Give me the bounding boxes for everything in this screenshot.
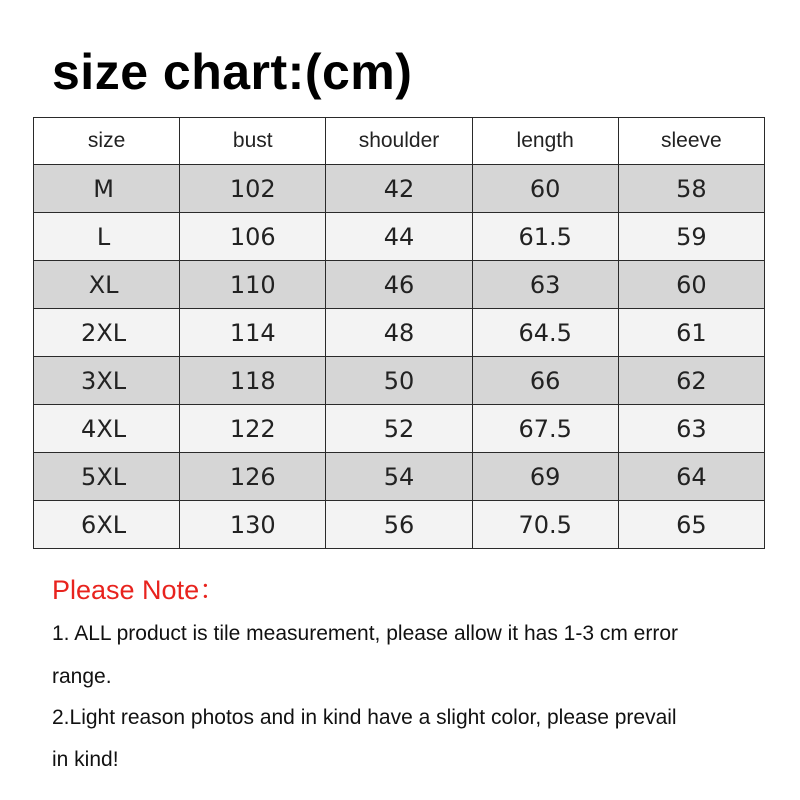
shoulder-cell: 42 (326, 165, 472, 213)
size-cell: 2XL (34, 309, 180, 357)
header-shoulder: shoulder (326, 118, 472, 165)
shoulder-cell: 50 (326, 357, 472, 405)
bust-cell: 126 (180, 453, 326, 501)
page-title: size chart:(cm) (52, 44, 413, 100)
table-row (34, 405, 765, 453)
length-cell: 67.5 (472, 405, 618, 453)
header-length: length (472, 118, 618, 165)
size-chart-table-container (33, 117, 765, 549)
header-sleeve: sleeve (618, 118, 764, 165)
shoulder-cell: 48 (326, 309, 472, 357)
note-heading: Please Note： (52, 575, 227, 605)
note-line-3: 2.Light reason photos and in kind have a slight color, please prevail (52, 706, 677, 729)
shoulder-cell: 54 (326, 453, 472, 501)
bust-cell: 118 (180, 357, 326, 405)
sleeve-cell: 62 (618, 357, 764, 405)
length-cell: 61.5 (472, 213, 618, 261)
size-cell: 6XL (34, 501, 180, 549)
sleeve-cell: 63 (618, 405, 764, 453)
size-cell: 3XL (34, 357, 180, 405)
table-row (34, 453, 765, 501)
sleeve-cell: 59 (618, 213, 764, 261)
table-row (34, 213, 765, 261)
length-cell: 66 (472, 357, 618, 405)
sleeve-cell: 64 (618, 453, 764, 501)
size-cell: 4XL (34, 405, 180, 453)
bust-cell: 130 (180, 501, 326, 549)
table-row (34, 501, 765, 549)
table-header-row (34, 118, 765, 165)
table-row (34, 261, 765, 309)
shoulder-cell: 52 (326, 405, 472, 453)
size-cell: M (34, 165, 180, 213)
length-cell: 64.5 (472, 309, 618, 357)
shoulder-cell: 44 (326, 213, 472, 261)
sleeve-cell: 65 (618, 501, 764, 549)
shoulder-cell: 46 (326, 261, 472, 309)
table-row (34, 165, 765, 213)
size-chart-table (33, 117, 765, 549)
size-cell: 5XL (34, 453, 180, 501)
length-cell: 63 (472, 261, 618, 309)
length-cell: 60 (472, 165, 618, 213)
bust-cell: 106 (180, 213, 326, 261)
length-cell: 70.5 (472, 501, 618, 549)
sleeve-cell: 61 (618, 309, 764, 357)
note-line-4: in kind! (52, 748, 119, 771)
note-line-1: 1. ALL product is tile measurement, please allow it has 1-3 cm error (52, 622, 679, 645)
header-size: size (34, 118, 180, 165)
bust-cell: 114 (180, 309, 326, 357)
sleeve-cell: 58 (618, 165, 764, 213)
table-row (34, 309, 765, 357)
length-cell: 69 (472, 453, 618, 501)
bust-cell: 122 (180, 405, 326, 453)
note-line-2: range. (52, 665, 112, 688)
table-row (34, 357, 765, 405)
size-cell: L (34, 213, 180, 261)
size-cell: XL (34, 261, 180, 309)
sleeve-cell: 60 (618, 261, 764, 309)
header-bust: bust (180, 118, 326, 165)
shoulder-cell: 56 (326, 501, 472, 549)
bust-cell: 110 (180, 261, 326, 309)
bust-cell: 102 (180, 165, 326, 213)
